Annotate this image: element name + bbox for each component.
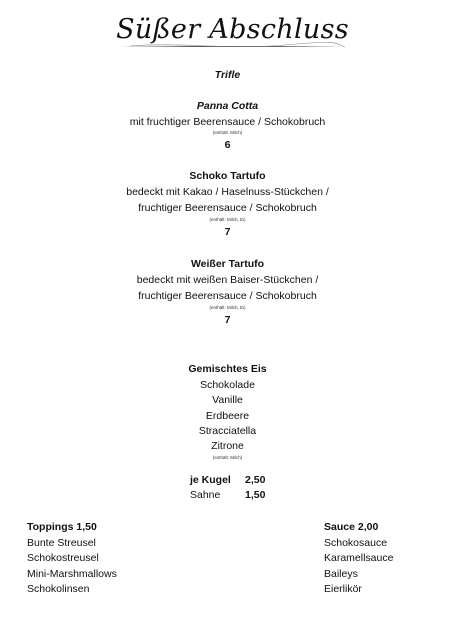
panna-cotta-title: Panna Cotta	[196, 100, 259, 112]
schoko-tartufo-allergens: (enthält: Milch, Ei)	[209, 217, 246, 222]
swash-ornament	[110, 40, 355, 56]
toppings-title: Toppings 1,50	[27, 521, 97, 533]
sauce-item: Schokosauce	[324, 537, 388, 549]
eis-flavor: Zitrone	[211, 440, 244, 452]
weisser-tartufo-description-1: bedeckt mit weißen Baiser-Stückchen /	[136, 274, 319, 286]
eis-flavor: Vanille	[212, 394, 243, 406]
panna-cotta-price: 6	[224, 139, 231, 151]
header	[110, 10, 355, 60]
eis-allergens: (enthält: Milch)	[212, 455, 243, 460]
sahne-label: Sahne	[190, 489, 221, 501]
sauce-item: Baileys	[324, 568, 358, 580]
schoko-tartufo-description-2: fruchtiger Beerensauce / Schokobruch	[138, 202, 317, 214]
kugel-price: 2,50	[245, 474, 266, 486]
weisser-tartufo-title: Weißer Tartufo	[190, 258, 265, 270]
topping-item: Schokolinsen	[27, 583, 90, 595]
weisser-tartufo-price: 7	[224, 314, 231, 326]
panna-cotta-description: mit fruchtiger Beerensauce / Schokobruch	[129, 116, 326, 128]
eis-flavor: Erdbeere	[205, 410, 250, 422]
topping-item: Schokostreusel	[27, 552, 99, 564]
schoko-tartufo-price: 7	[224, 226, 231, 238]
topping-item: Bunte Streusel	[27, 537, 96, 549]
panna-cotta-allergens: (enthält: Milch)	[212, 130, 243, 135]
topping-item: Mini-Marshmallows	[27, 568, 117, 580]
sauce-title: Sauce 2,00	[324, 521, 379, 533]
weisser-tartufo-allergens: (enthält: Milch, Ei)	[209, 305, 246, 310]
eis-flavor: Schokolade	[200, 379, 255, 391]
schoko-tartufo-description-1: bedeckt mit Kakao / Haselnuss-Stückchen /	[126, 186, 329, 198]
page-title: Süßer Abschluss	[116, 14, 349, 45]
gemischtes-eis-title: Gemischtes Eis	[188, 363, 267, 375]
eis-flavor: Stracciatella	[198, 425, 257, 437]
schoko-tartufo-title: Schoko Tartufo	[189, 170, 266, 182]
sahne-price: 1,50	[245, 489, 266, 501]
weisser-tartufo-description-2: fruchtiger Beerensauce / Schokobruch	[138, 290, 317, 302]
trifle-title: Trifle	[214, 69, 241, 81]
kugel-label: je Kugel	[190, 474, 231, 486]
sauce-item: Eierlikör	[324, 583, 362, 595]
sauce-item: Karamellsauce	[324, 552, 394, 564]
